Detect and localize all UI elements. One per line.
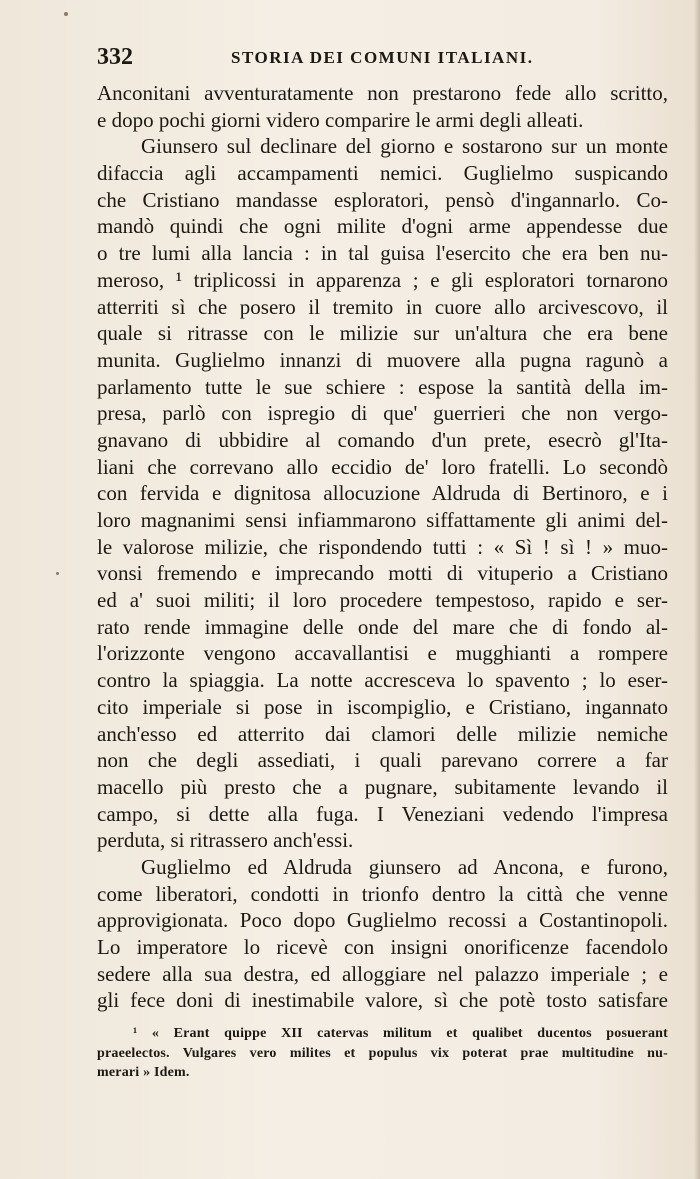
text-line: con fervida e dignitosa allocuzione Aldruda di Bertinoro, e i [97, 481, 668, 506]
text-line: approvigionata. Poco dopo Guglielmo recossi a Costantinopoli. [97, 908, 668, 933]
text-line: rato rende immagine delle onde del mare che di fondo al- [97, 614, 668, 639]
footnote-line: ¹ « Erant quippe XII catervas militum et qualibet ducentos posuerant [133, 1026, 668, 1041]
page-edge-shadow [694, 0, 700, 1179]
text-line: anch'esso ed atterrito dai clamori delle milizie nemiche [97, 721, 668, 746]
footnote-line: merari » Idem. [97, 1065, 190, 1080]
text-line: meroso, ¹ triplicossi in apparenza ; e gli esploratori tornarono [97, 267, 668, 292]
text-line: ed a' suoi militi; il loro procedere tempestoso, rapido e ser- [97, 588, 668, 613]
text-line: liani che correvano allo eccidio de' loro fratelli. Lo secondò [97, 454, 668, 479]
text-line: l'orizzonte vengono accavallantisi e mugghianti a rompere [97, 641, 668, 666]
text-line: le valorose milizie, che rispondendo tutti : « Sì ! sì ! » muo- [97, 534, 668, 559]
footnotes [97, 1024, 668, 1083]
paper-speck [64, 12, 68, 16]
text-line: mandò quindi che ogni milite d'ogni arme appendesse due [97, 214, 668, 239]
running-title: STORIA DEI COMUNI ITALIANI. [231, 48, 534, 67]
text-line: macello più presto che a pugnare, subitamente levando il [97, 774, 668, 799]
text-line: sedere alla sua destra, ed alloggiare nel palazzo imperiale ; e [97, 961, 668, 986]
text-line: non che degli assediati, i quali parevano correre a far [97, 748, 668, 773]
text-line: munita. Guglielmo innanzi di muovere alla pugna ragunò a [97, 347, 668, 372]
text-line: Guglielmo ed Aldruda giunsero ad Ancona, e furono, [141, 854, 668, 879]
text-line: perduta, si ritrassero anch'essi. [97, 828, 354, 853]
text-line: parlamento tutte le sue schiere : espose la santità della im- [97, 374, 668, 399]
text-line: come liberatori, condotti in trionfo dentro la città che venne [97, 881, 668, 906]
text-line: cito imperiale si pose in iscompiglio, e Cristiano, ingannato [97, 694, 668, 719]
text-line: loro magnanimi sensi infiammarono siffattamente gli animi del- [97, 508, 668, 532]
body-text [97, 80, 668, 1014]
text-line: atterriti sì che posero il tremito in cuore allo arcivescovo, il [97, 294, 668, 319]
text-line: campo, si dette alla fuga. I Veneziani vedendo l'impresa [97, 801, 668, 826]
text-line: che Cristiano mandasse esploratori, pensò d'ingannarlo. Co- [97, 187, 668, 212]
paper-speck [56, 572, 59, 575]
text-line: presa, parlò con ispregio di que' guerrieri che non vergo- [97, 401, 668, 426]
text-line: Anconitani avventuratamente non prestarono fede allo scritto, [97, 81, 668, 105]
text-line: quale si ritrasse con le milizie sur un'altura che era bene [97, 321, 668, 346]
text-line: gnavano di ubbidire al comando d'un prete, esecrò gl'Ita- [97, 427, 668, 452]
text-line: contro la spiaggia. La notte accresceva lo spavento ; lo eser- [97, 668, 668, 693]
text-line: difaccia agli accampamenti nemici. Guglielmo suspicando [97, 161, 668, 186]
text-line: gli fece doni di inestimabile valore, sì che potè tosto satisfare [97, 988, 668, 1013]
page-header [97, 44, 567, 74]
text-line: vonsi fremendo e imprecando motti di vituperio a Cristiano [97, 561, 668, 586]
page-number: 332 [97, 44, 133, 70]
footnote-line: praeelectos. Vulgares vero milites et populus vix poterat prae multitudine nu- [97, 1045, 668, 1061]
text-line: e dopo pochi giorni videro comparire le armi degli alleati. [97, 107, 584, 132]
text-line: Lo imperatore lo ricevè con insigni onorificenze facendolo [97, 935, 668, 959]
text-line: o tre lumi alla lancia : in tal guisa l'esercito che era ben nu- [97, 241, 668, 266]
text-line: Giunsero sul declinare del giorno e sostarono sur un monte [141, 134, 668, 159]
